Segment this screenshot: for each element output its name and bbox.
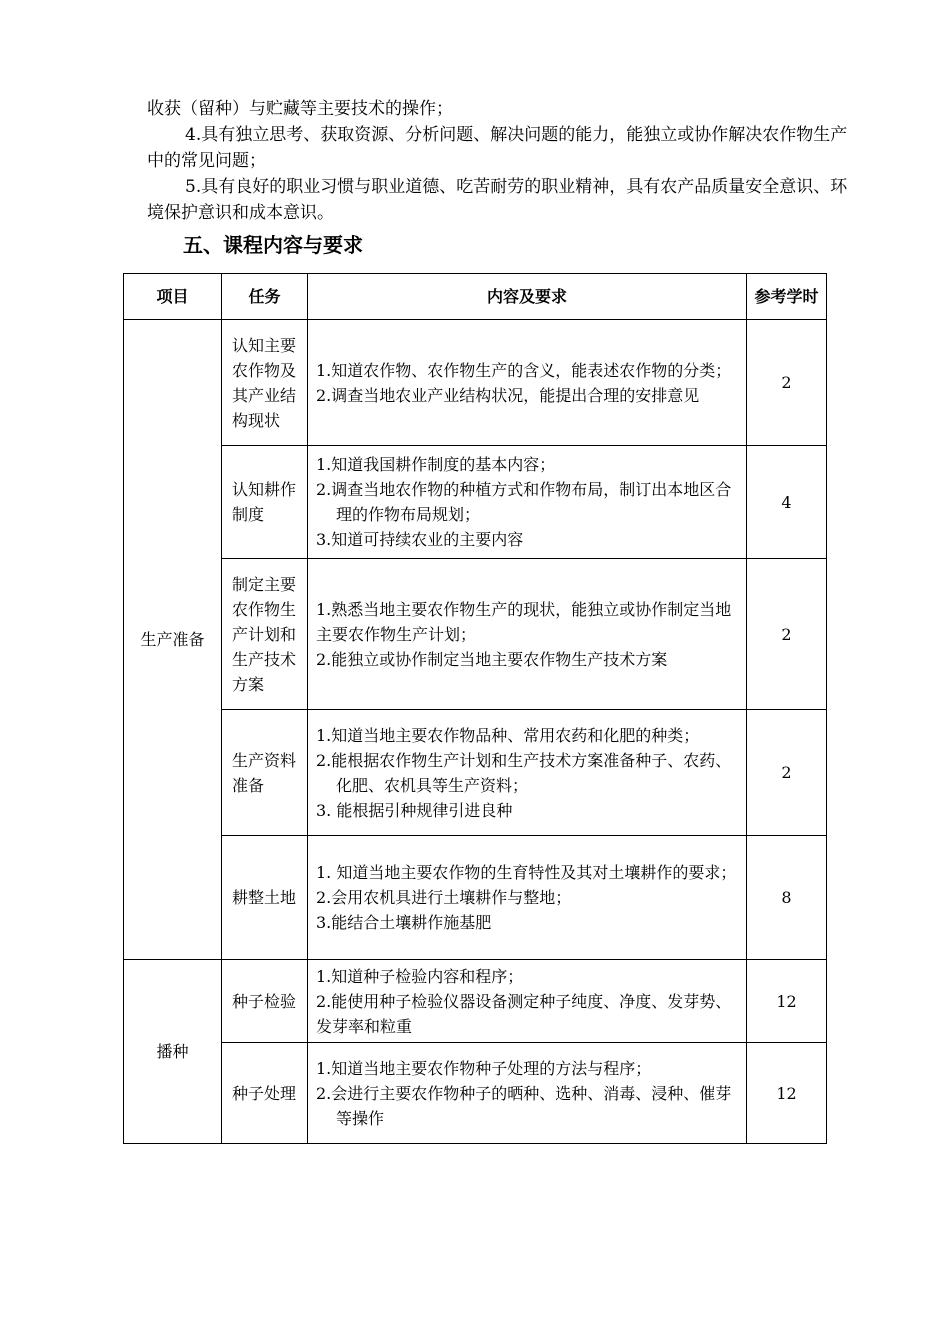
task-cell — [222, 1043, 308, 1144]
hours-cell: 2 — [747, 320, 827, 446]
table-row — [124, 446, 827, 559]
course-content-table — [123, 273, 827, 1144]
content-item: 2.能使用种子检验仪器设备测定种子纯度、净度、发芽势、发芽率和粒重 — [316, 991, 732, 1036]
content-cell — [308, 710, 747, 836]
content-cell — [308, 836, 747, 960]
content-item: 1.知道当地主要农作物种子处理的方法与程序； — [316, 1058, 652, 1078]
paragraph-2: 4.具有独立思考、获取资源、分析问题、解决问题的能力，能独立或协作解决农作物生产中的常见问题； — [147, 125, 848, 171]
task-cell — [222, 559, 308, 710]
table-row — [124, 1043, 827, 1144]
task-cell — [222, 320, 308, 446]
content-item: 1.知道当地主要农作物品种、常用农药和化肥的种类； — [316, 725, 700, 745]
content-item: 1.熟悉当地主要农作物生产的现状，能独立或协作制定当地主要农作物生产计划； — [316, 599, 732, 644]
header-project: 项目 — [124, 274, 222, 320]
header-task: 任务 — [222, 274, 308, 320]
header-content: 内容及要求 — [308, 274, 747, 320]
task-label: 制定主要农作物生产计划和生产技术方案 — [232, 574, 297, 694]
content-item: 2.调查当地农作物的种植方式和作物布局，制订出本地区合理的作物布局规划； — [316, 480, 732, 524]
content-item: 1.知道我国耕作制度的基本内容； — [316, 455, 556, 474]
table-header-row — [124, 274, 827, 320]
table-row — [124, 710, 827, 836]
table-row — [124, 320, 827, 446]
content-item: 2.调查当地农业产业结构状况，能提出合理的安排意见 — [316, 385, 700, 405]
table-row — [124, 559, 827, 710]
hours-cell: 12 — [747, 960, 827, 1043]
project-cell: 生产准备 — [124, 320, 222, 960]
task-label: 生产资料准备 — [232, 750, 297, 795]
hours-cell: 2 — [747, 710, 827, 836]
content-item: 3. 能根据引种规律引进良种 — [316, 800, 513, 820]
content-item: 3.知道可持续农业的主要内容 — [316, 530, 524, 549]
content-item: 2.会进行主要农作物种子的晒种、选种、消毒、浸种、催芽等操作 — [316, 1083, 732, 1128]
task-cell — [222, 710, 308, 836]
task-label: 耕整土地 — [232, 888, 297, 907]
hours-cell: 8 — [747, 836, 827, 960]
task-cell — [222, 836, 308, 960]
content-item: 1.知道种子检验内容和程序； — [316, 966, 524, 986]
project-cell: 播种 — [124, 960, 222, 1144]
content-item: 3.能结合土壤耕作施基肥 — [316, 913, 492, 932]
content-cell — [308, 446, 747, 559]
task-label: 认知主要农作物及其产业结构现状 — [232, 335, 297, 430]
content-cell — [308, 1043, 747, 1144]
header-hours: 参考学时 — [747, 274, 827, 320]
content-item: 2.能独立或协作制定当地主要农作物生产技术方案 — [316, 649, 668, 669]
content-item: 2.能根据农作物生产计划和生产技术方案准备种子、农药、化肥、农机具等生产资料； — [316, 750, 732, 795]
table-row — [124, 960, 827, 1043]
paragraph-3: 5.具有良好的职业习惯与职业道德、吃苦耐劳的职业精神，具有农产品质量安全意识、环境保护意识和成本意识。 — [147, 177, 848, 223]
table-row — [124, 836, 827, 960]
content-cell — [308, 559, 747, 710]
content-item: 1.知道农作物、农作物生产的含义，能表述农作物的分类； — [316, 360, 732, 380]
task-label: 种子检验 — [232, 991, 297, 1011]
content-cell — [308, 320, 747, 446]
hours-cell: 12 — [747, 1043, 827, 1144]
content-cell — [308, 960, 747, 1043]
task-cell — [222, 960, 308, 1043]
paragraph-1: 收获（留种）与贮藏等主要技术的操作； — [147, 99, 453, 119]
hours-cell: 2 — [747, 559, 827, 710]
hours-cell: 4 — [747, 446, 827, 559]
task-cell — [222, 446, 308, 559]
content-item: 1. 知道当地主要农作物的生育特性及其对土壤耕作的要求； — [316, 863, 737, 882]
task-label: 认知耕作制度 — [232, 480, 297, 524]
task-label: 种子处理 — [232, 1083, 297, 1103]
content-item: 2.会用农机具进行土壤耕作与整地； — [316, 888, 572, 907]
section-title: 五、课程内容与要求 — [183, 233, 363, 257]
